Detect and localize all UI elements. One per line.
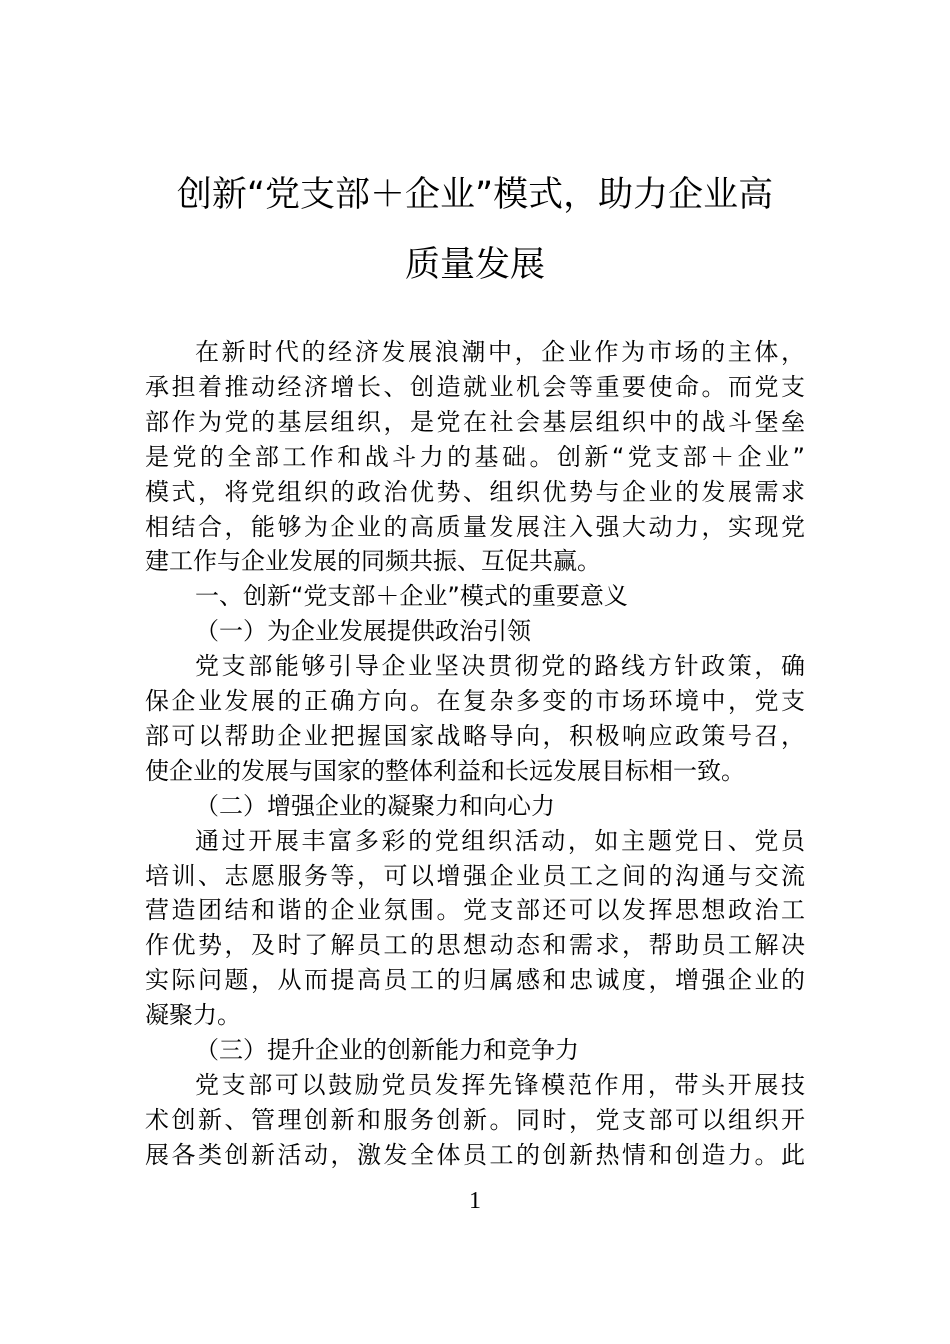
paragraph-line: 通过开展丰富多彩的党组织活动，如主题党日、党员 (195, 826, 805, 855)
document-title-line-1: 创新“党支部＋企业”模式，助力企业高 (176, 175, 774, 215)
paragraph-line: 建工作与企业发展的同频共振、互促共赢。 (145, 547, 601, 576)
paragraph-line: 使企业的发展与国家的整体利益和长远发展目标相一致。 (145, 756, 745, 785)
paragraph-line: 实际问题，从而提高员工的归属感和忠诚度，增强企业的 (145, 966, 805, 995)
paragraph-line: 培训、志愿服务等，可以增强企业员工之间的沟通与交流 (145, 861, 805, 890)
section-heading: （二）增强企业的凝聚力和向心力 (195, 791, 555, 820)
paragraph-line: 展各类创新活动，激发全体员工的创新热情和创造力。此 (145, 1140, 805, 1169)
paragraph-line: 营造团结和谐的企业氛围。党支部还可以发挥思想政治工 (145, 896, 805, 925)
paragraph-line: 模式，将党组织的政治优势、组织优势与企业的发展需求 (145, 477, 805, 506)
paragraph-line: 凝聚力。 (145, 1001, 241, 1030)
paragraph-line: 相结合，能够为企业的高质量发展注入强大动力，实现党 (145, 512, 805, 541)
paragraph-line: 党支部能够引导企业坚决贯彻党的路线方针政策，确 (195, 652, 805, 681)
section-heading: 一、创新“党支部＋企业”模式的重要意义 (195, 582, 628, 611)
paragraph-line: 保企业发展的正确方向。在复杂多变的市场环境中，党支 (145, 687, 805, 715)
paragraph-line: 部作为党的基层组织，是党在社会基层组织中的战斗堡垒 (145, 407, 805, 436)
page-number: 1 (469, 1188, 481, 1214)
section-heading: （三）提升企业的创新能力和竞争力 (195, 1036, 579, 1064)
paragraph-line: 承担着推动经济增长、创造就业机会等重要使命。而党支 (145, 372, 805, 401)
paragraph-line: 在新时代的经济发展浪潮中，企业作为市场的主体， (195, 338, 805, 366)
paragraph-line: 党支部可以鼓励党员发挥先锋模范作用，带头开展技 (195, 1070, 805, 1099)
document-title-line-2: 质量发展 (404, 245, 545, 285)
paragraph-line: 作优势，及时了解员工的思想动态和需求，帮助员工解决 (145, 931, 805, 960)
section-heading: （一）为企业发展提供政治引领 (195, 617, 531, 646)
paragraph-line: 术创新、管理创新和服务创新。同时，党支部可以组织开 (145, 1105, 805, 1134)
paragraph-line: 部可以帮助企业把握国家战略导向，积极响应政策号召， (145, 721, 805, 750)
paragraph-line: 是党的全部工作和战斗力的基础。创新“党支部＋企业” (145, 442, 805, 471)
